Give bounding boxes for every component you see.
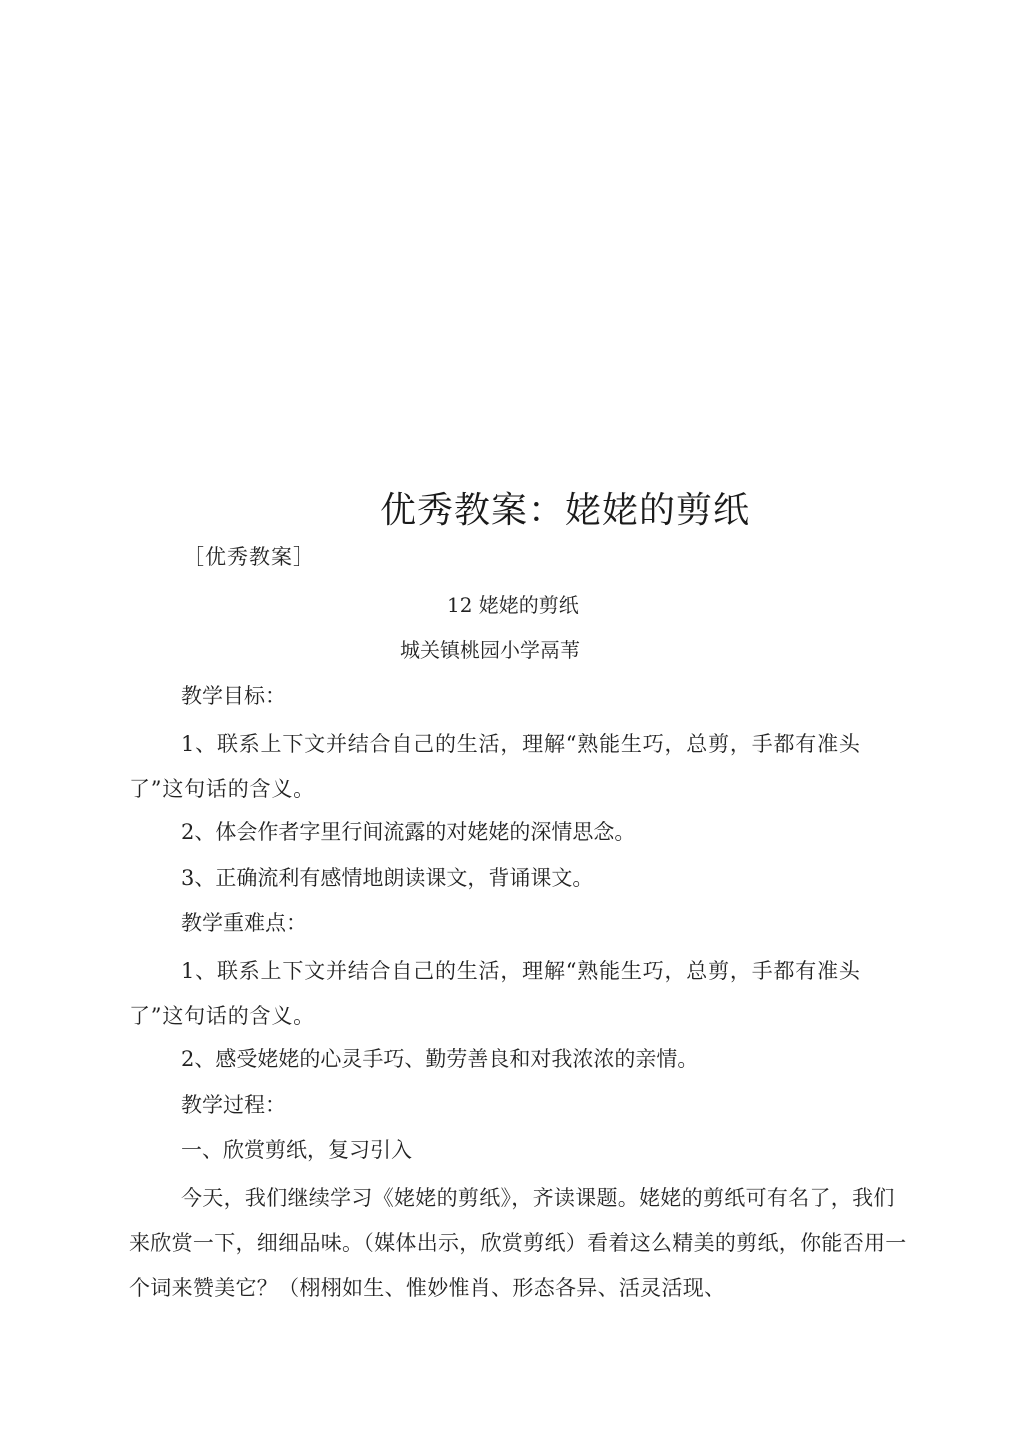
lesson-title: 12 姥姥的剪纸: [447, 593, 579, 617]
goal-1-paragraph: 1、联系上下文并结合自己的生活，理解“熟能生巧，总剪，手都有准头了”这句话的含义。: [129, 732, 861, 801]
key-point-1-paragraph: 1、联系上下文并结合自己的生活，理解“熟能生巧，总剪，手都有准头了”这句话的含义。: [129, 959, 861, 1028]
goal-3-paragraph: 3、正确流利有感情地朗读课文，背诵课文。: [181, 866, 594, 890]
key-points-heading: 教学重难点：: [181, 911, 307, 935]
author-line: 城关镇桃园小学鬲苇: [400, 638, 580, 662]
process-heading: 教学过程：: [181, 1093, 286, 1117]
key-point-2-paragraph: 2、感受姥姥的心灵手巧、勤劳善良和对我浓浓的亲情。: [181, 1047, 699, 1071]
step-1-heading: 一、欣赏剪纸，复习引入: [181, 1138, 412, 1162]
category-tag: ［优秀教案］: [183, 545, 315, 569]
goals-heading: 教学目标：: [181, 684, 286, 708]
step-1-paragraph: 今天，我们继续学习《姥姥的剪纸》，齐读课题。姥姥的剪纸可有名了，我们来欣赏一下，细细品味。（媒体出示，欣赏剪纸）看着这么精美的剪纸，你能否用一个词来赞美它？（栩栩如生、惟妙惟肖、形态各异、活灵活现、: [129, 1186, 907, 1300]
goal-2-paragraph: 2、体会作者字里行间流露的对姥姥的深情思念。: [181, 820, 636, 844]
document-title: 优秀教案：姥姥的剪纸: [380, 490, 751, 531]
